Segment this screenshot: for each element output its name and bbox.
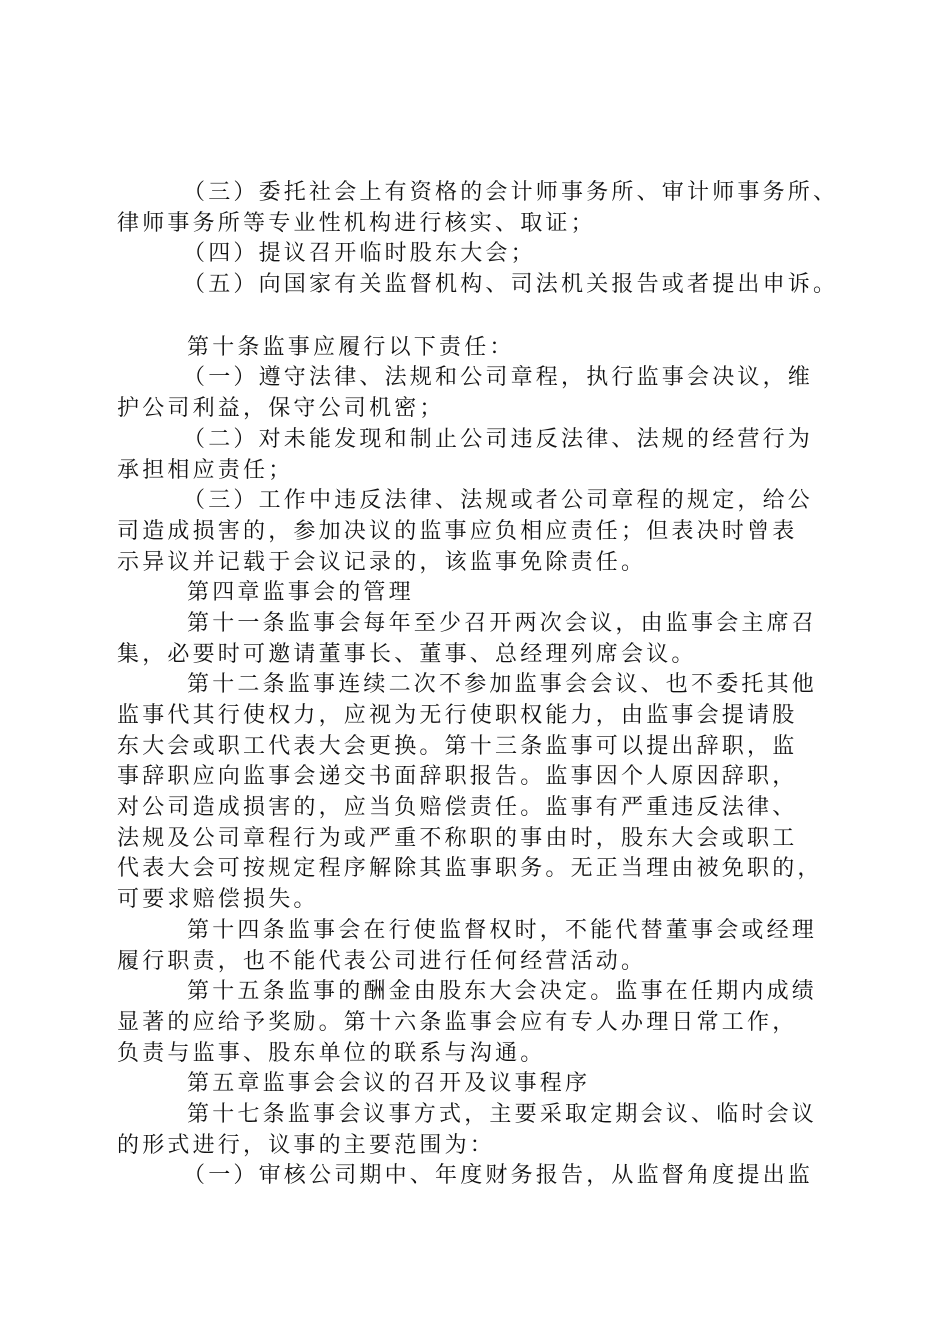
text-line: 司造成损害的，参加决议的监事应负相应责任；但表决时曾表: [117, 518, 798, 544]
text-line: （二）对未能发现和制止公司违反法律、法规的经营行为: [183, 426, 814, 452]
article-heading: 第十条监事应履行以下责任：: [187, 334, 515, 360]
paragraph-gap: [117, 301, 837, 333]
text-line: 第十七条监事会议事方式，主要采取定期会议、临时会议: [187, 1101, 818, 1127]
text-line: 第十四条监事会在行使监督权时，不能代替董事会或经理: [187, 917, 818, 943]
text-line: 对公司造成损害的，应当负赔偿责任。监事有严重违反法律、: [117, 795, 798, 821]
text-line: 护公司利益，保守公司机密；: [117, 396, 445, 422]
text-line: （四）提议召开临时股东大会；: [183, 241, 536, 267]
text-line: 承担相应责任；: [117, 457, 294, 483]
text-line: （一）审核公司期中、年度财务报告，从监督角度提出监: [183, 1163, 814, 1189]
text-line: 东大会或职工代表大会更换。第十三条监事可以提出辞职，监: [117, 733, 798, 759]
text-line: 监事代其行使权力，应视为无行使职权能力，由监事会提请股: [117, 703, 798, 728]
text-line: （一）遵守法律、法规和公司章程，执行监事会决议，维: [183, 365, 814, 391]
text-line: （五）向国家有关监督机构、司法机关报告或者提出申诉。: [183, 272, 839, 298]
text-line: 事辞职应向监事会递交书面辞职报告。监事因个人原因辞职，: [117, 764, 798, 790]
text-line: 代表大会可按规定程序解除其监事职务。无正当理由被免职的，: [117, 856, 823, 882]
text-line: 律师事务所等专业性机构进行核实、取证；: [117, 210, 596, 236]
text-line: 的形式进行，议事的主要范围为：: [117, 1132, 496, 1158]
text-line: 显著的应给予奖励。第十六条监事会应有专人办理日常工作，: [117, 1009, 798, 1035]
chapter-heading: 第五章监事会会议的召开及议事程序: [187, 1071, 591, 1097]
chapter-heading: 第四章监事会的管理: [187, 580, 414, 606]
text-line: 第十五条监事的酬金由股东大会决定。监事在任期内成绩: [187, 979, 818, 1005]
text-line: （三）工作中违反法律、法规或者公司章程的规定，给公: [183, 488, 814, 514]
document-body: [117, 178, 837, 1192]
text-line: 负责与监事、股东单位的联系与沟通。: [117, 1040, 546, 1066]
text-line: 法规及公司章程行为或严重不称职的事由时，股东大会或职工: [117, 825, 798, 851]
text-line: 履行职责，也不能代表公司进行任何经营活动。: [117, 948, 647, 974]
text-line: 示异议并记载于会议记录的，该监事免除责任。: [117, 549, 647, 575]
text-line: 可要求赔偿损失。: [117, 887, 319, 913]
text-line: 集，必要时可邀请董事长、董事、总经理列席会议。: [117, 641, 697, 667]
text-line: （三）委托社会上有资格的会计师事务所、审计师事务所、: [183, 180, 839, 205]
text-line: 第十一条监事会每年至少召开两次会议，由监事会主席召: [187, 610, 818, 636]
text-line: 第十二条监事连续二次不参加监事会会议、也不委托其他: [187, 672, 818, 698]
